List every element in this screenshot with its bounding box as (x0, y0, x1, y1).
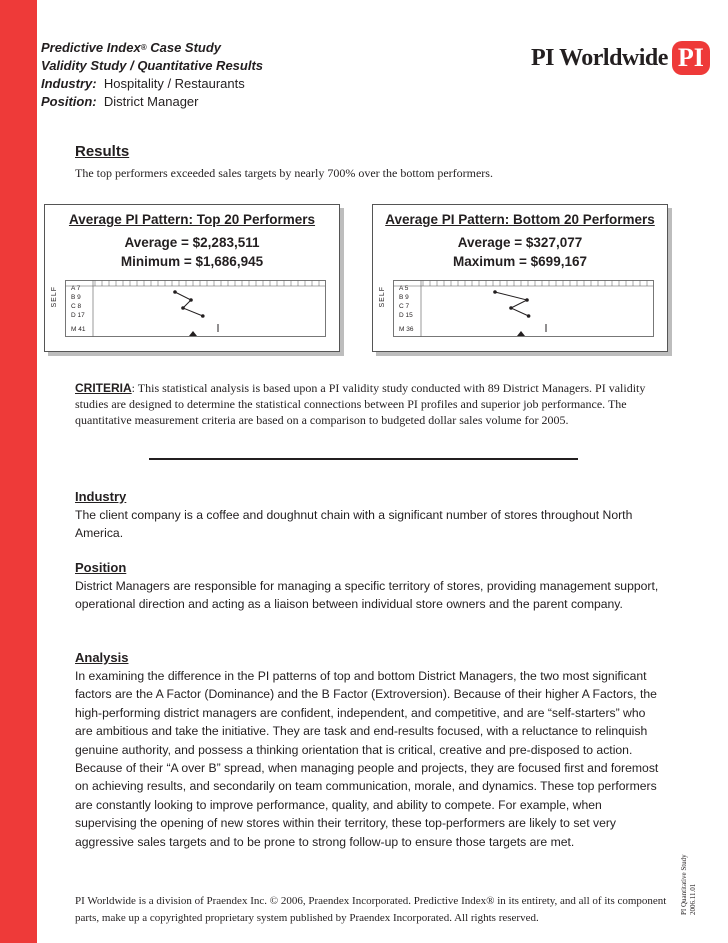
header-title: Predictive Index® Case Study (41, 40, 222, 55)
self-label: SELF (379, 286, 386, 308)
factor-point-c (509, 306, 513, 310)
factor-point-d (527, 314, 531, 318)
pattern-svg (65, 278, 333, 340)
factor-point-b (189, 298, 193, 302)
panel-minimum: Minimum = $1,686,945 (120, 254, 264, 269)
industry-text: The client company is a coffee and doughnut chain with a significant number of stores throughout North America. (75, 508, 633, 541)
header-industry: Industry: Hospitality / Restaurants (41, 76, 245, 91)
norm-marker (517, 331, 525, 336)
pattern-svg (393, 278, 661, 340)
red-side-bar (0, 0, 37, 943)
m-value: M 36 (399, 326, 414, 333)
pi-worldwide-logo: PI Worldwide PI (531, 41, 710, 75)
side-note-line1: PI Quantitative Study (680, 854, 688, 915)
industry-title: Industry (75, 489, 127, 504)
criteria-label: CRITERIA (75, 381, 132, 395)
position-title: Position (75, 560, 127, 575)
self-label: SELF (51, 286, 58, 308)
factor-d: D 17 (71, 312, 85, 319)
panel-average: Average = $327,077 (457, 235, 583, 250)
header-block (41, 39, 263, 111)
header-subtitle: Validity Study / Quantitative Results (41, 58, 264, 73)
m-value: M 41 (71, 326, 86, 333)
factor-point-b (525, 298, 529, 302)
factor-point-a (493, 290, 497, 294)
panel-maximum: Maximum = $699,167 (453, 254, 587, 269)
panel-title: Average PI Pattern: Top 20 Performers (68, 212, 316, 227)
position-text: District Managers are responsible for managing a specific territory of stores, providing management support, operational direction and acting as a liaison between individual store owners and the parent company. (75, 579, 659, 612)
factor-c: C 7 (399, 303, 410, 310)
panel-bottom-performers (372, 204, 668, 352)
side-note-line2: 2006.11.01 (689, 883, 697, 915)
pi-pattern-chart (51, 278, 333, 340)
factor-b: B 9 (71, 294, 81, 301)
factor-point-d (201, 314, 205, 318)
factor-c: C 8 (71, 303, 82, 310)
analysis-title: Analysis (75, 650, 129, 665)
criteria-text: : This statistical analysis is based upon a PI validity study conducted with 89 District Managers. PI validity studies are designed to determine the statistical connections between PI profiles and superior job performance. The quantitative measurement criteria are based on a comparison to budgeted dollar sales volume for 2005. (75, 381, 646, 427)
factor-a: A 7 (71, 285, 81, 292)
footer-text: PI Worldwide is a division of Praendex Inc. © 2006, Praendex Incorporated. Predictive Index® in its entirety, and all of its component parts, make up a copyrighted proprietary system published by Praendex Incorporated. All rights reserved. (75, 895, 667, 924)
pi-badge-icon: PI (672, 41, 710, 75)
analysis-text: In examining the difference in the PI patterns of top and bottom District Managers, the two most significant factors are the A Factor (Dominance) and the B Factor (Extroversion). Because of their higher A Factors, the high-performing district managers are confident, independent, and competitive, and are “self-starters” who are ambitious and take the initiative. They are task and end-results focused, with a reluctance to relinquish genuine authority, and possess a thinking orientation that is critical, creative and pre-disposed to action. Because of their “A over B” spread, when managing people and projects, they are focused first and foremost on achieving results, and secondarily on team communication, morale, and dynamics. These top performers are constantly looking to improve performance, quality, and ability to compete. For example, when supervising the opening of new stores within their territory, these top-performers are likely to set very aggressive sales targets and to be prone to strong follow-up to ensure those targets are met. (75, 669, 659, 849)
header-position: Position: District Manager (41, 94, 199, 109)
side-note (680, 854, 698, 915)
panel-title: Average PI Pattern: Bottom 20 Performers (385, 212, 655, 227)
panel-top-performers (44, 204, 340, 352)
criteria-paragraph (75, 380, 660, 428)
factor-point-c (181, 306, 185, 310)
factor-a: A 5 (399, 285, 409, 292)
factor-point-a (173, 290, 177, 294)
divider-rule (149, 458, 578, 460)
pattern-line (495, 292, 529, 316)
factor-b: B 9 (399, 294, 409, 301)
panel-average: Average = $2,283,511 (124, 235, 260, 250)
scale-frame (66, 281, 326, 337)
scale-frame (394, 281, 654, 337)
pi-pattern-chart (379, 278, 661, 340)
results-text: The top performers exceeded sales targets by nearly 700% over the bottom performers. (75, 166, 493, 180)
pattern-line (175, 292, 203, 316)
factor-d: D 15 (399, 312, 413, 319)
norm-marker (189, 331, 197, 336)
results-title: Results (75, 143, 130, 160)
